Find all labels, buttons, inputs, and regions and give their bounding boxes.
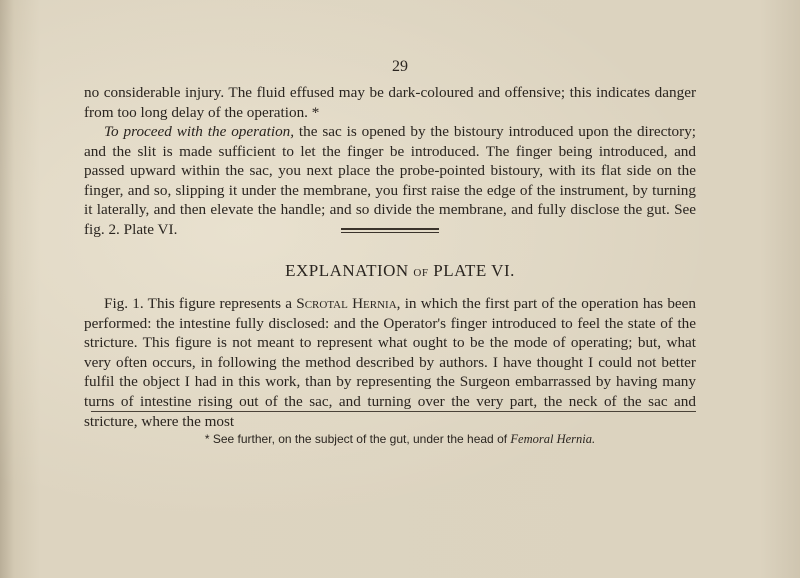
divider-thick-rule	[341, 228, 439, 230]
footnote-rule	[91, 411, 696, 412]
fig1-scrotal-hernia: Scrotal Hernia,	[296, 295, 401, 312]
fig1-start: Fig. 1. This figure represents a	[104, 295, 297, 312]
page-number: 29	[392, 58, 408, 75]
divider-thin-rule	[341, 232, 439, 233]
footnote-text: * See further, on the subject of the gut, under the head of	[204, 432, 511, 446]
heading-explanation: EXPLANATION	[285, 261, 409, 280]
section-heading	[0, 261, 800, 281]
paragraph-operation-text: the sac is opened by the bistoury introduced upon the directory; and the slit is made sufficient to let the finger be introduced. The finger being introduced, and passed upward within the sac, you next place the probe-pointed bistoury, with its flat side on the finger, and so, slipping it under the membrane, you first raise the edge of the instrument, by turning it laterally, and then elevate the handle; and so divide the membrane, and fully disclose the gut. See fig. 2. Plate VI.	[84, 123, 697, 238]
paragraph-operation-italic: To proceed with the operation,	[104, 123, 295, 140]
section-divider	[341, 228, 439, 233]
heading-of: OF	[413, 267, 429, 279]
footnote-italic: Femoral Hernia.	[510, 432, 596, 446]
heading-plate: PLATE VI.	[433, 261, 515, 280]
fig1-rest: in which the first part of the operation has been performed: the intestine fully disclosed: and the Operator's finger introduced to feel the state of the stricture. This figure is not meant to represent what ought to be the mode of operating; but, what very often occurs, in following the method described by authors. I have thought I could not better fulfil the object I had in this work, than by representing the Surgeon embarrassed by having many turns of intestine rising out of the sac, and turning over the very part, the neck of the sac and stricture, where the most	[84, 295, 696, 430]
footnote	[0, 432, 800, 447]
paragraph-operation	[84, 122, 696, 240]
paragraph-intro: no considerable injury. The fluid effused may be dark-coloured and offensive; this indicates danger from too long delay of the operation. *	[84, 84, 696, 121]
